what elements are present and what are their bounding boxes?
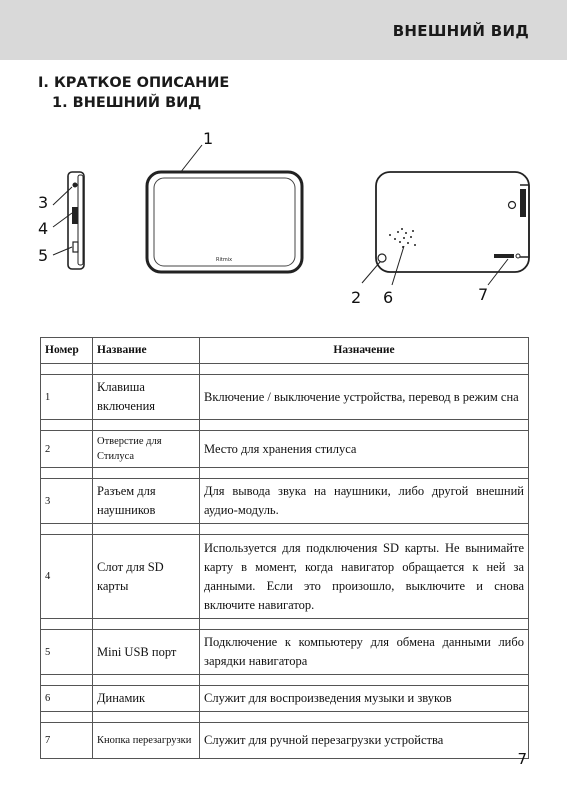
device-back-view (362, 172, 529, 285)
device-front-view (147, 145, 302, 272)
row-number: 5 (41, 630, 93, 675)
callout-3: 3 (38, 193, 49, 212)
subsection-title: 1. ВНЕШНИЙ ВИД (52, 95, 202, 111)
component-table (40, 337, 529, 759)
device-side-view (53, 172, 84, 269)
row-description: Служит для воспроизведения музыки и звуков (200, 686, 529, 712)
sd-slot-icon (72, 207, 78, 224)
table-row (41, 375, 529, 420)
reset-button-icon (516, 254, 520, 258)
table-header-row (41, 338, 529, 364)
headphone-jack-icon (73, 183, 78, 188)
table-row (41, 431, 529, 468)
row-name: Mini USB порт (93, 630, 200, 675)
callout-5: 5 (38, 246, 49, 265)
row-name: Кнопка перезагрузки (93, 723, 200, 759)
row-name: Отверстие для Стилуса (93, 431, 200, 468)
row-description: Место для хранения стилуса (200, 431, 529, 468)
row-name: Клавиша включения (93, 375, 200, 420)
callout-6: 6 (383, 288, 394, 307)
device-illustration (0, 125, 567, 315)
column-header-purpose: Назначение (200, 338, 529, 364)
row-number: 4 (41, 535, 93, 619)
page-number: 7 (517, 750, 527, 768)
table-row (41, 686, 529, 712)
row-description: Включение / выключение устройства, перевод в режим сна (200, 375, 529, 420)
row-name: Разъем для наушников (93, 479, 200, 524)
callout-4: 4 (38, 219, 49, 238)
row-number: 6 (41, 686, 93, 712)
page-header-title: ВНЕШНИЙ ВИД (392, 22, 529, 40)
row-name: Слот для SD карты (93, 535, 200, 619)
column-header-number: Номер (41, 338, 93, 364)
table-row (41, 535, 529, 619)
column-header-name: Название (93, 338, 200, 364)
usb-port-icon (73, 242, 78, 252)
row-description: Используется для подключения SD карты. Не вынимайте карту в момент, когда навигатор обращается к ней за данными. Если это произошло, выключите и снова включите навигатор. (200, 535, 529, 619)
row-number: 2 (41, 431, 93, 468)
row-description: Подключение к компьютеру для обмена данными либо зарядки навигатора (200, 630, 529, 675)
row-name: Динамик (93, 686, 200, 712)
logo-text: Ritmix (216, 257, 233, 263)
row-number: 3 (41, 479, 93, 524)
table-row (41, 723, 529, 759)
row-number: 1 (41, 375, 93, 420)
row-description: Для вывода звука на наушники, либо другой внешний аудио-модуль. (200, 479, 529, 524)
row-number: 7 (41, 723, 93, 759)
callout-1: 1 (203, 129, 214, 148)
callout-2: 2 (351, 288, 362, 307)
table-row (41, 479, 529, 524)
table-row (41, 630, 529, 675)
callout-7: 7 (478, 285, 489, 304)
stylus-hole-icon (378, 254, 386, 262)
row-description: Служит для ручной перезагрузки устройства (200, 723, 529, 759)
section-title: I. КРАТКОЕ ОПИСАНИЕ (38, 75, 230, 91)
